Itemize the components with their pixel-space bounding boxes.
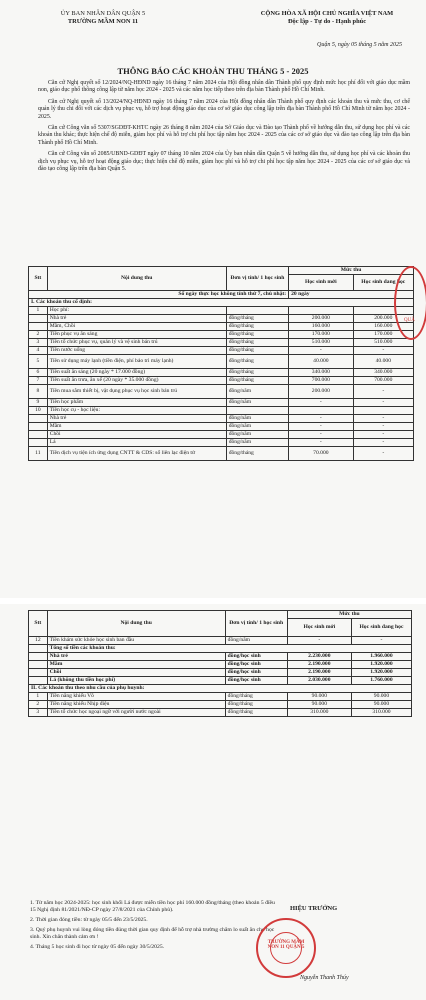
- row-unit: đồng/năm: [226, 439, 288, 447]
- row-stt: 3: [29, 339, 48, 347]
- row-current: 1.960.000: [351, 653, 411, 661]
- school-days-label: Số ngày thực học không tính thứ 7, chủ nhật:: [29, 291, 289, 299]
- org-line1: ỦY BAN NHÂN DÂN QUẬN 5: [60, 10, 146, 17]
- row-content: Tiền tổ chức phục vụ, quản lý và vệ sinh bán trú: [47, 339, 226, 347]
- stamp-text: TRƯỜNG MẦM NON 11 QUẬN 5: [267, 940, 305, 950]
- row-unit: đồng/học sinh: [225, 661, 287, 669]
- row-new: -: [287, 637, 351, 645]
- row-new: 2.230.000: [287, 653, 351, 661]
- totals-label-row: [29, 645, 412, 653]
- country-line1: CỘNG HÒA XÃ HỘI CHỦ NGHĨA VIỆT NAM: [260, 10, 394, 17]
- header-new: Học sinh mới: [287, 619, 351, 637]
- row-unit: đồng/tháng: [226, 355, 288, 369]
- table-row: [29, 339, 414, 347]
- signature-title: HIỆU TRƯỞNG: [290, 905, 338, 912]
- row-unit: đồng/tháng: [226, 347, 288, 355]
- fees-table-part1: [28, 266, 414, 461]
- row-content: Tiền học phẩm: [47, 399, 226, 407]
- row-current: [353, 407, 413, 415]
- row-content: Tiền mua sắm thiết bị, vật dụng phục vụ học sinh bán trú: [47, 385, 226, 399]
- row-new: 2.190.000: [287, 669, 351, 677]
- row-content: Tiền suất ăn trưa, ăn xế (20 ngày * 35.000 đồng): [47, 377, 226, 385]
- row-current: 510.000: [353, 339, 413, 347]
- row-unit: đồng/tháng: [225, 709, 287, 717]
- page-divider: [0, 598, 426, 604]
- table-row: [29, 355, 414, 369]
- row-new: 700.000: [289, 377, 354, 385]
- row-unit: đồng/năm: [226, 431, 288, 439]
- row-content: Nhà trẻ: [47, 315, 226, 323]
- row-content: Tiền tổ chức học ngoại ngữ với người nước ngoài: [47, 709, 225, 717]
- row-stt: 4: [29, 347, 48, 355]
- note: 3. Quý phụ huynh vui lòng đóng tiền đúng thời gian quy định để hỗ trợ nhà trường chăm lo suất ăn cho học sinh. Xin chân thành cảm ơn !: [30, 927, 275, 940]
- table-row: [29, 377, 414, 385]
- table-row: [29, 407, 414, 415]
- row-content: Tiền khám sức khỏe học sinh ban đầu: [47, 637, 225, 645]
- totals-label: Tổng số tiền các khoản thu:: [47, 645, 411, 653]
- row-current: -: [353, 439, 413, 447]
- preamble: [38, 80, 410, 177]
- row-stt: [29, 415, 48, 423]
- row-stt: [29, 323, 48, 331]
- row-stt: 6: [29, 369, 48, 377]
- row-unit: đồng/tháng: [226, 315, 288, 323]
- row-new: 310.000: [287, 709, 351, 717]
- header-rate: Mức thu: [287, 611, 411, 619]
- row-stt: [29, 645, 48, 653]
- row-content: Tiền nước uống: [47, 347, 226, 355]
- row-stt: 3: [29, 709, 48, 717]
- note: 4. Tháng 5 học sinh đi học từ ngày 05 đến ngày 30/5/2025.: [30, 944, 165, 950]
- row-current: 1.920.000: [351, 661, 411, 669]
- row-content: Lá: [47, 439, 226, 447]
- row-new: 2.190.000: [287, 661, 351, 669]
- row-content: Tiền suất ăn sáng (20 ngày * 17.000 đồng): [47, 369, 226, 377]
- row-stt: [29, 423, 48, 431]
- row-new: -: [289, 431, 354, 439]
- table-row: [29, 669, 412, 677]
- row-current: 200.000: [353, 315, 413, 323]
- document-date: Quận 5, ngày 05 tháng 5 năm 2025: [317, 42, 402, 48]
- table-row: [29, 439, 414, 447]
- row-stt: 7: [29, 377, 48, 385]
- row-stt: 11: [29, 447, 48, 461]
- paragraph: Căn cứ Công văn số 2085/UBND-GDĐT ngày 07 tháng 10 năm 2024 của Ủy ban nhân dân Quận 5 về hướng dẫn thu, sử dụng học phí và các khoản thu dịch vụ phục vụ, hỗ trợ hoạt động giáo dục; thực hiện chế độ miễn, giảm học phí và hỗ trợ chi phí học tập năm học 2024 - 2025 của các cơ sở giáo dục và đào tạo công lập trên địa bàn Quận 5.: [38, 151, 410, 173]
- paragraph: Căn cứ Công văn số 5307/SGDĐT-KHTC ngày 26 tháng 8 năm 2024 của Sở Giáo dục và Đào tạo Thành phố về hướng dẫn thu, sử dụng học phí và các khoản thu khác; thực hiện chế độ miễn, giảm học phí và hỗ trợ chi phí học tập năm học 2024 - 2025 của các cơ sở giáo dục và đào tạo công lập trên địa bàn Thành phố Hồ Chí Minh.: [38, 125, 410, 146]
- table-row: [29, 315, 414, 323]
- row-new: -: [289, 347, 354, 355]
- row-new: 200.000: [289, 385, 354, 399]
- row-content: Mầm: [47, 423, 226, 431]
- row-content: Tiền dịch vụ tiện ích ứng dụng CNTT & CDS: sổ liên lạc điện tử: [47, 447, 226, 461]
- row-stt: [29, 653, 48, 661]
- section-optional-row: [29, 685, 412, 693]
- row-content: Tiền năng khiếu Võ: [47, 693, 225, 701]
- row-unit: đồng/năm: [226, 423, 288, 431]
- row-current: -: [353, 447, 413, 461]
- row-content: Học phí:: [47, 307, 226, 315]
- row-unit: đồng/học sinh: [225, 677, 287, 685]
- row-current: 340.000: [353, 369, 413, 377]
- row-content: Nhà trẻ: [47, 653, 225, 661]
- row-new: 510.000: [289, 339, 354, 347]
- table-row: [29, 677, 412, 685]
- row-unit: đồng/tháng: [225, 701, 287, 709]
- row-current: 310.000: [351, 709, 411, 717]
- row-new: -: [289, 415, 354, 423]
- row-stt: [29, 677, 48, 685]
- row-new: 200.000: [289, 315, 354, 323]
- row-stt: 1: [29, 693, 48, 701]
- header-current: Học sinh đang học: [351, 619, 411, 637]
- row-unit: [226, 407, 288, 415]
- table-row: [29, 447, 414, 461]
- row-stt: 5: [29, 355, 48, 369]
- row-new: -: [289, 439, 354, 447]
- table-row: [29, 331, 414, 339]
- row-current: 170.000: [353, 331, 413, 339]
- header-unit: Đơn vị tính/ 1 học sinh: [225, 611, 287, 637]
- table-row: [29, 693, 412, 701]
- table-row: [29, 399, 414, 407]
- table-row: [29, 701, 412, 709]
- row-current: 90.000: [351, 701, 411, 709]
- row-unit: đồng/năm: [225, 637, 287, 645]
- table-row: [29, 369, 414, 377]
- header-rate: Mức thu: [289, 267, 414, 275]
- row-stt: 12: [29, 637, 48, 645]
- header-new: Học sinh mới: [289, 275, 354, 291]
- row-unit: [226, 307, 288, 315]
- row-current: -: [351, 637, 411, 645]
- row-new: 90.000: [287, 693, 351, 701]
- country-line2: Độc lập - Tự do - Hạnh phúc: [287, 18, 367, 25]
- row-content: Nhà trẻ: [47, 415, 226, 423]
- row-new: [289, 307, 354, 315]
- part2-rows: [29, 637, 412, 717]
- row-new: [289, 407, 354, 415]
- row-current: -: [353, 423, 413, 431]
- row-new: 40.000: [289, 355, 354, 369]
- row-content: Tiền phục vụ ăn sáng: [47, 331, 226, 339]
- row-content: Mầm: [47, 661, 225, 669]
- table-row: [29, 423, 414, 431]
- note: 1. Từ năm học 2024-2025: học sinh khối Lá được miễn tiền học phí 160.000 đồng/tháng (theo khoản 5 điều 15 Nghị định 81/2021/NĐ-CP ngày 27/8/2021 của Chính phủ).: [30, 900, 275, 913]
- row-current: -: [353, 385, 413, 399]
- row-unit: đồng/tháng: [226, 323, 288, 331]
- row-unit: đồng/tháng: [226, 331, 288, 339]
- row-current: 160.000: [353, 323, 413, 331]
- section-optional-fees: II. Các khoản thu theo nhu cầu của phụ huynh:: [29, 685, 412, 693]
- table-row: [29, 709, 412, 717]
- paragraph: Căn cứ Nghị quyết số 13/2024/NQ-HĐND ngày 16 tháng 7 năm 2024 của Hội đồng nhân dân Thành phố quy định các khoản thu và mức thu, cơ chế quản lý thu chi đối với các dịch vụ phục vụ, hỗ trợ hoạt động giáo dục của cơ sở giáo dục công lập trên địa bàn Thành phố Hồ Chí Minh từ năm học 2024 - 2025.: [38, 98, 410, 120]
- row-new: 340.000: [289, 369, 354, 377]
- row-current: 40.000: [353, 355, 413, 369]
- row-new: 160.000: [289, 323, 354, 331]
- row-current: -: [353, 415, 413, 423]
- notes: [30, 900, 410, 954]
- row-unit: đồng/tháng: [226, 339, 288, 347]
- fees-table-part2: [28, 610, 412, 717]
- table-row: [29, 307, 414, 315]
- row-content: Chồi: [47, 431, 226, 439]
- stamp-partial: [394, 266, 426, 340]
- header-content: Nội dung thu: [47, 611, 225, 637]
- note: 2. Thời gian đóng tiền: từ ngày 05/5 đến 23/5/2025.: [30, 917, 148, 923]
- row-unit: đồng/năm: [226, 415, 288, 423]
- row-unit: đồng/tháng: [226, 369, 288, 377]
- row-unit: đồng/tháng: [226, 377, 288, 385]
- school-stamp: [256, 918, 316, 978]
- header-stt: Stt: [29, 611, 48, 637]
- row-current: 1.920.000: [351, 669, 411, 677]
- table-row: [29, 431, 414, 439]
- row-content: Lá (không thu tiền học phí): [47, 677, 225, 685]
- row-stt: 1: [29, 307, 48, 315]
- row-stt: [29, 431, 48, 439]
- row-stt: [29, 439, 48, 447]
- row-current: 700.000: [353, 377, 413, 385]
- table-row: [29, 653, 412, 661]
- row-unit: đồng/năm: [226, 399, 288, 407]
- row-stt: [29, 669, 48, 677]
- row-stt: [29, 661, 48, 669]
- table-row: [29, 661, 412, 669]
- row-stt: 2: [29, 701, 48, 709]
- row-unit: đồng/học sinh: [225, 653, 287, 661]
- row-new: 2.030.000: [287, 677, 351, 685]
- header-current: Học sinh đang học: [353, 275, 413, 291]
- row-unit: đồng/tháng: [225, 693, 287, 701]
- row-current: -: [353, 347, 413, 355]
- row-content: Chồi: [47, 669, 225, 677]
- header-stt: Stt: [29, 267, 48, 291]
- row-current: -: [353, 431, 413, 439]
- stamp-partial-text: QUẬ: [404, 318, 415, 323]
- row-content: Mầm, Chồi: [47, 323, 226, 331]
- signer-name: Nguyễn Thanh Thúy: [300, 975, 349, 981]
- row-current: 90.000: [351, 693, 411, 701]
- row-unit: đồng/tháng: [226, 447, 288, 461]
- document-title: THÔNG BÁO CÁC KHOẢN THU THÁNG 5 - 2025: [117, 66, 309, 76]
- row-new: 70.000: [289, 447, 354, 461]
- row-stt: [29, 315, 48, 323]
- table-row: [29, 323, 414, 331]
- table-row: [29, 415, 414, 423]
- row-content: Tiền học cụ - học liệu:: [47, 407, 226, 415]
- row-content: Tiền năng khiếu Nhịp điệu: [47, 701, 225, 709]
- row-unit: đồng/năm: [226, 385, 288, 399]
- fixed-fees-rows: [29, 307, 414, 461]
- header-content: Nội dung thu: [47, 267, 226, 291]
- table-row: [29, 385, 414, 399]
- row-current: -: [353, 399, 413, 407]
- row-unit: đồng/học sinh: [225, 669, 287, 677]
- section-fixed-fees: I. Các khoản thu cố định:: [29, 299, 414, 307]
- row-new: 90.000: [287, 701, 351, 709]
- org-header: [48, 10, 158, 26]
- row-stt: 9: [29, 399, 48, 407]
- row-new: 170.000: [289, 331, 354, 339]
- row-new: -: [289, 423, 354, 431]
- row-stt: 2: [29, 331, 48, 339]
- row-current: 1.760.000: [351, 677, 411, 685]
- school-days-value: 20 ngày: [289, 291, 414, 299]
- row-stt: 10: [29, 407, 48, 415]
- row-new: -: [289, 399, 354, 407]
- header-unit: Đơn vị tính/ 1 học sinh: [226, 267, 288, 291]
- row-stt: 8: [29, 385, 48, 399]
- org-line2: TRƯỜNG MẦM NON 11: [67, 18, 139, 25]
- table-row: [29, 347, 414, 355]
- paragraph: Căn cứ Nghị quyết số 12/2024/NQ-HĐND ngày 16 tháng 7 năm 2024 của Hội đồng nhân dân Thành phố quy định mức học phí đối với giáo dục mầm non, giáo dục phổ thông công lập từ năm học 2024 - 2025 và các năm học tiếp theo trên địa bàn Thành phố Hồ Chí Minh.: [38, 80, 410, 94]
- country-header: [252, 10, 402, 26]
- row-content: Tiền sử dụng máy lạnh (tiền điện, phí bảo trì máy lạnh): [47, 355, 226, 369]
- table-row: [29, 637, 412, 645]
